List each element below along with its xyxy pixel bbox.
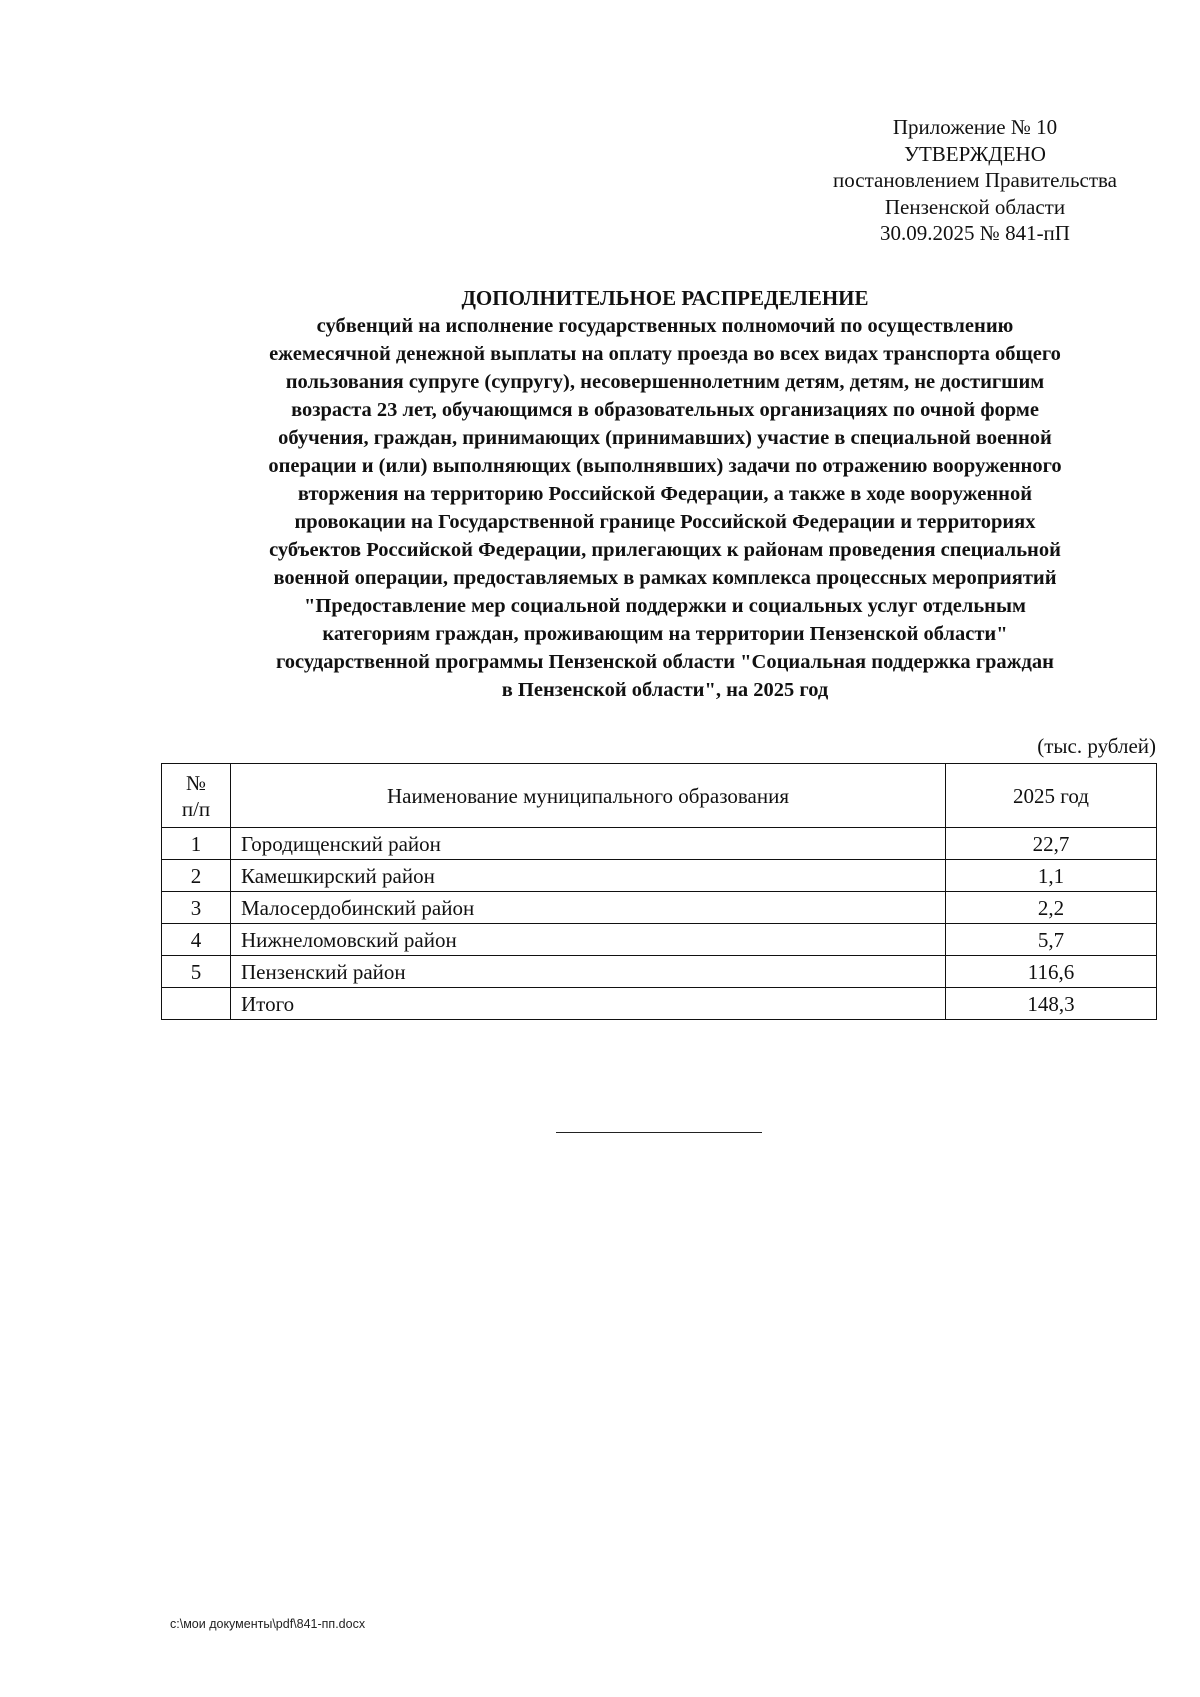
appendix-number: Приложение № 10 (892, 115, 1058, 139)
title-main: ДОПОЛНИТЕЛЬНОЕ РАСПРЕДЕЛЕНИЕ (461, 286, 869, 310)
header-municipality: Наименование муниципального образования (231, 764, 946, 828)
title-line: военной операции, предоставляемых в рамках комплекса процессных мероприятий (273, 567, 1057, 589)
title-line: субъектов Российской Федерации, прилегающих к районам проведения специальной (269, 539, 1061, 561)
row-number: 3 (162, 892, 231, 924)
units-label: (тыс. рублей) (1037, 734, 1156, 758)
total-label: Итого (231, 988, 946, 1020)
row-number: 4 (162, 924, 231, 956)
title-line: субвенций на исполнение государственных полномочий по осуществлению (316, 315, 1014, 337)
title-line: возраста 23 лет, обучающимся в образовательных организациях по очной форме (291, 399, 1039, 421)
table-total-row (162, 988, 1157, 1020)
footer-file-path: c:\мои документы\pdf\841-пп.docx (170, 1617, 366, 1631)
title-line: вторжения на территорию Российской Федерации, а также в ходе вооруженной (297, 483, 1033, 505)
approval-date-number: 30.09.2025 № 841-пП (880, 221, 1070, 245)
title-line: обучения, граждан, принимающих (принимавших) участие в специальной военной (278, 427, 1052, 449)
row-municipality: Городищенский район (231, 828, 946, 860)
closing-separator-line (556, 1132, 762, 1133)
row-value: 22,7 (946, 828, 1157, 860)
table-row (162, 924, 1157, 956)
title-line: "Предоставление мер социальной поддержки и социальных услуг отдельным (304, 595, 1026, 617)
title-line: категориям граждан, проживающим на территории Пензенской области" (322, 623, 1008, 645)
row-number: 1 (162, 828, 231, 860)
title-line: провокации на Государственной границе Российской Федерации и территориях (294, 511, 1036, 533)
row-number: 5 (162, 956, 231, 988)
header-number (162, 764, 231, 828)
distribution-table (161, 763, 1157, 1020)
title-line: ежемесячной денежной выплаты на оплату проезда во всех видах транспорта общего (269, 343, 1061, 365)
approval-block (790, 114, 1160, 247)
table-header-row (162, 764, 1157, 828)
row-value: 5,7 (946, 924, 1157, 956)
table-row (162, 892, 1157, 924)
table-row (162, 860, 1157, 892)
header-number-sign: № (185, 770, 207, 795)
header-year: 2025 год (946, 764, 1157, 828)
title-line: операции и (или) выполняющих (выполнявших) задачи по отражению вооруженного (268, 455, 1062, 477)
total-number (162, 988, 231, 1020)
approval-authority: постановлением Правительства (832, 168, 1117, 192)
row-municipality: Пензенский район (231, 956, 946, 988)
row-municipality: Камешкирский район (231, 860, 946, 892)
row-value: 2,2 (946, 892, 1157, 924)
approved-label: УТВЕРЖДЕНО (904, 141, 1046, 166)
header-number-pp: п/п (181, 796, 211, 821)
table-row (162, 828, 1157, 860)
row-municipality: Нижнеломовский район (231, 924, 946, 956)
row-value: 116,6 (946, 956, 1157, 988)
document-title (140, 285, 1190, 704)
table-row (162, 956, 1157, 988)
title-line: пользования супруге (супругу), несовершеннолетним детям, детям, не достигшим (285, 371, 1045, 393)
row-municipality: Малосердобинский район (231, 892, 946, 924)
title-subtitle (140, 312, 1190, 704)
title-line: государственной программы Пензенской области "Социальная поддержка граждан (276, 651, 1054, 673)
approval-region: Пензенской области (884, 194, 1066, 219)
total-value: 148,3 (946, 988, 1157, 1020)
row-number: 2 (162, 860, 231, 892)
title-line: в Пензенской области", на 2025 год (501, 679, 829, 701)
row-value: 1,1 (946, 860, 1157, 892)
